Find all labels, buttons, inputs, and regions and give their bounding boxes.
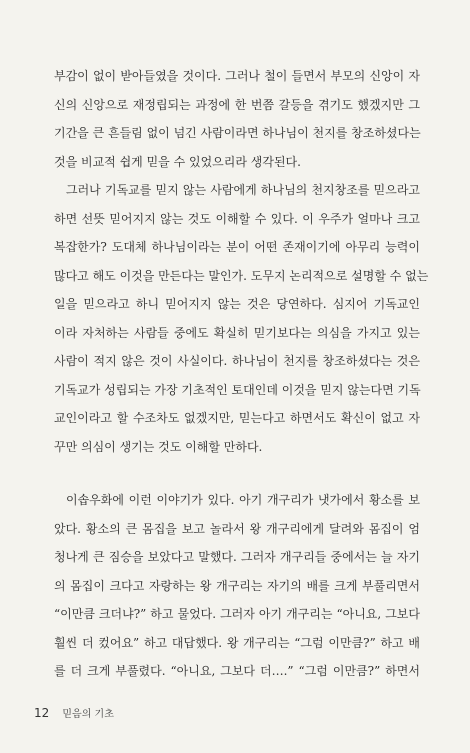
paragraph-line: 이라 자처하는 사람들 중에도 확실히 믿기보다는 의심을 가지고 있는 <box>54 325 420 340</box>
page-number: 12 <box>34 706 50 720</box>
paragraph-line: 훨씬 더 컸어요” 하고 대답했다. 왕 개구리는 “그럼 이만큼?” 하고 배 <box>54 635 420 650</box>
paragraph-line: 사람이 적지 않은 것이 사실이다. 하나님이 천지를 창조하셨다는 것은 <box>54 354 420 368</box>
paragraph-line: 신의 신앙으로 재정립되는 과정에 한 번쯤 갈등을 겪기도 했겠지만 그 <box>54 97 420 112</box>
paragraph-line: 꾸만 의심이 생기는 것도 이해할 만하다. <box>54 439 263 454</box>
paragraph-line: 하면 선뜻 믿어지지 않는 것도 이해할 수 있다. 이 우주가 얼마나 크고 <box>54 211 420 226</box>
paragraph-line: 기독교가 성립되는 가장 기초적인 토대인데 이것을 믿지 않는다면 기독 <box>54 382 421 397</box>
paragraph-line: 것을 비교적 쉽게 믿을 수 있었으리라 생각된다. <box>54 154 301 169</box>
page-footer <box>34 702 114 721</box>
paragraph-line: 많다고 해도 이것을 만든다는 말인가. 도무지 논리적으로 설명할 수 없는 <box>54 268 429 283</box>
paragraph-line: 교인이라고 할 수조차도 없겠지만, 믿는다고 하면서도 확신이 없고 자 <box>54 411 420 425</box>
book-title: 믿음의 기초 <box>62 709 114 720</box>
paragraph-line: 그러나 기독교를 믿지 않는 사람에게 하나님의 천지창조를 믿으라고 <box>66 183 420 197</box>
paragraph-line: 의 몸집이 크다고 자랑하는 왕 개구리는 자기의 배를 크게 부풀리면서 <box>54 578 420 593</box>
paragraph-line: 청나게 큰 짐승을 보았다고 말했다. 그러자 개구리들 중에서는 늘 자기 <box>54 550 420 564</box>
paragraph-3 <box>54 486 420 686</box>
paragraph-line: 이솝우화에 이런 이야기가 있다. 아기 개구리가 냇가에서 황소를 보 <box>66 493 420 507</box>
paragraph-line: 일을 믿으라고 하니 믿어지지 않는 것은 당연하다. 심지어 기독교인 <box>54 297 420 311</box>
paragraph-1 <box>54 62 420 176</box>
paragraph-line: 복잡한가? 도대체 하나님이라는 분이 어떤 존재이기에 아무리 능력이 <box>54 240 420 254</box>
paragraph-line: 았다. 황소의 큰 몸집을 보고 놀라서 왕 개구리에게 달려와 몸집이 엄 <box>54 521 420 536</box>
paragraph-line: “이만큼 크더냐?” 하고 물었다. 그러자 아기 개구리는 “아니요, 그보다 <box>54 607 420 621</box>
paragraph-line: 를 더 크게 부풀렸다. “아니요, 그보다 더….” “그럼 이만큼?” 하면서 <box>54 664 420 678</box>
paragraph-2 <box>54 176 429 461</box>
paragraph-line: 기간을 큰 흔들림 없이 넘긴 사람이라면 하나님이 천지를 창조하셨다는 <box>54 126 421 140</box>
paragraph-line: 부감이 없이 받아들였을 것이다. 그러나 철이 들면서 부모의 신앙이 자 <box>54 69 420 83</box>
